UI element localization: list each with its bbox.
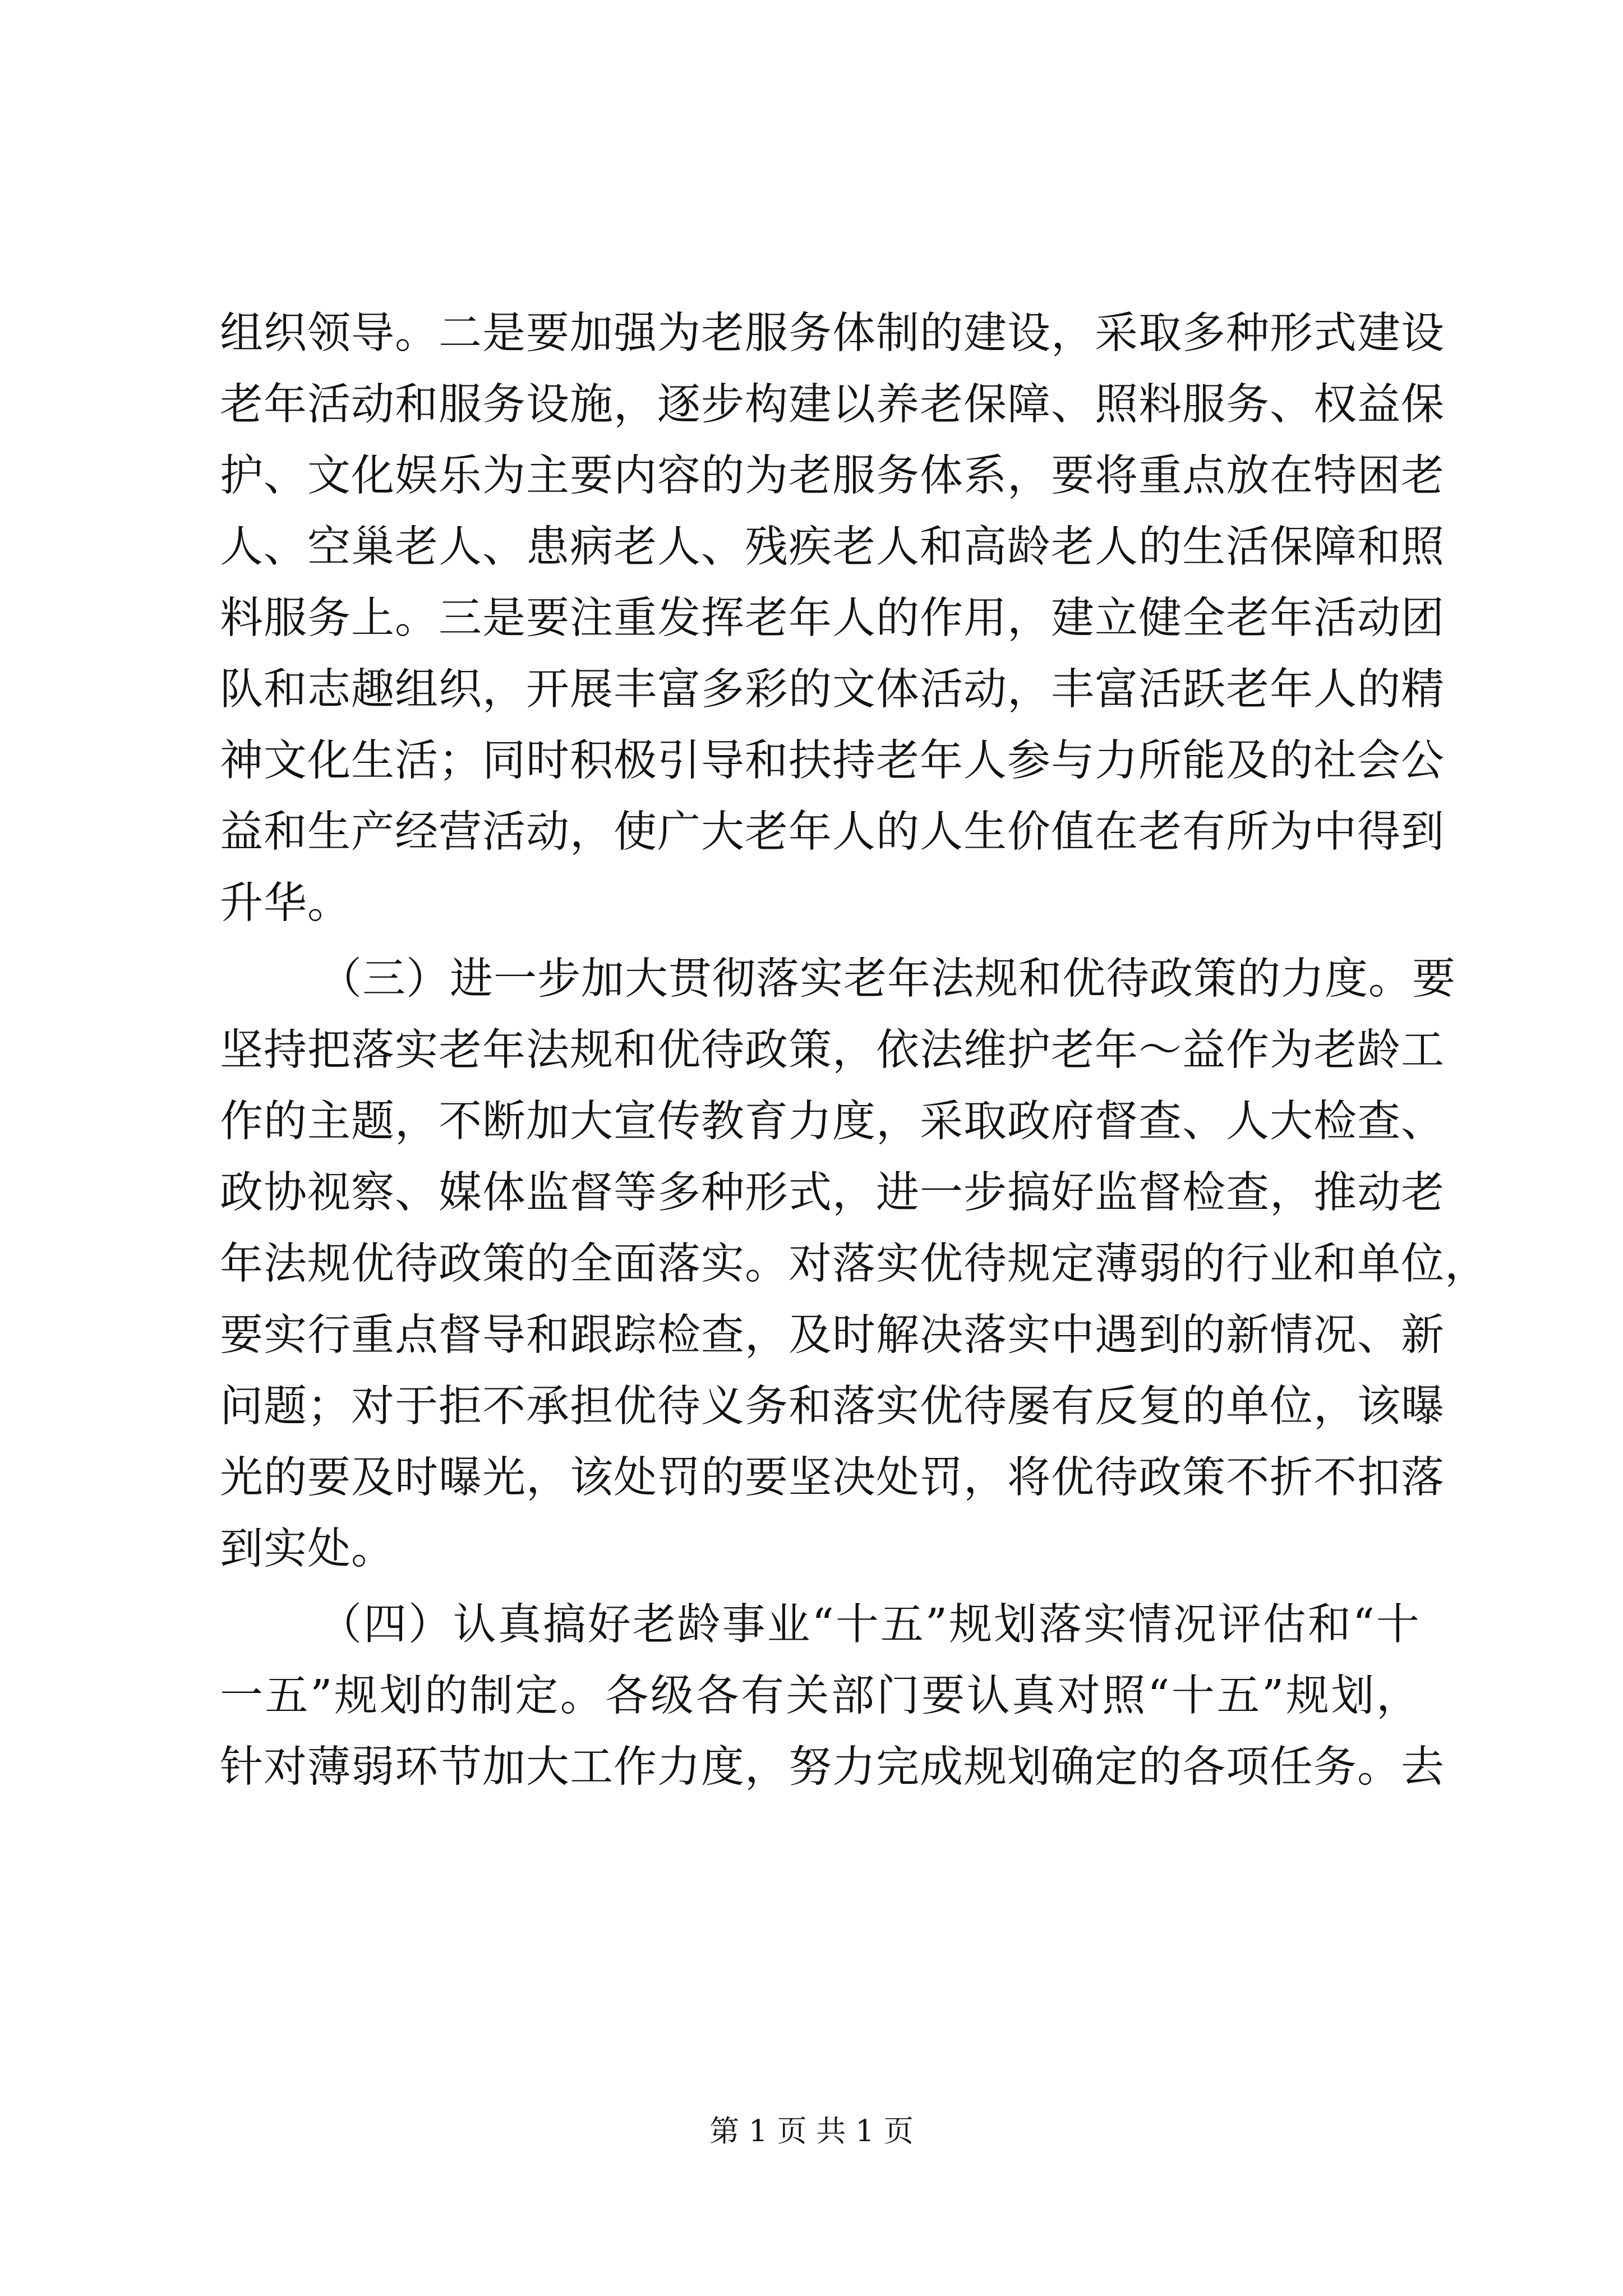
body-text-line: 料服务上。三是要注重发挥老年人的作用，建立健全老年活动团 [220,593,1445,643]
section-heading-line: （三）进一步加大贯彻落实老年法规和优待政策的力度。要 [319,954,1456,1004]
section-heading-line: （四）认真搞好老龄事业“十五”规划落实情况评估和“十 [319,1600,1420,1650]
body-text-line: 队和志趣组织，开展丰富多彩的文体活动，丰富活跃老年人的精 [220,665,1445,715]
body-text-line: 政协视察、媒体监督等多种形式，进一步搞好监督检查，推动老 [220,1168,1445,1218]
body-text-line: 护、文化娱乐为主要内容的为老服务体系，要将重点放在特困老 [220,451,1445,501]
body-text-line: 作的主题，不断加大宣传教育力度，采取政府督查、人大检查、 [220,1097,1445,1147]
body-text-line: 要实行重点督导和跟踪检查，及时解决落实中遇到的新情况、新 [220,1310,1445,1360]
body-text-line: 组织领导。二是要加强为老服务体制的建设，采取多种形式建设 [220,309,1445,358]
page-footer: 第 1 页 共 1 页 [709,2114,914,2148]
body-text-line: 光的要及时曝光，该处罚的要坚决处罚，将优待政策不折不扣落 [220,1453,1445,1503]
body-text-line: 到实处。 [220,1524,395,1574]
body-text-line: 老年活动和服务设施，逐步构建以养老保障、照料服务、权益保 [220,380,1445,430]
body-text-line: 坚持把落实老年法规和优待政策，依法维护老年～益作为老龄工 [220,1025,1445,1075]
body-text-line: 升华。 [220,878,351,928]
body-text-line: 问题；对于拒不承担优待义务和落实优待屡有反复的单位，该曝 [220,1382,1445,1432]
body-text-line: 益和生产经营活动，使广大老年人的人生价值在老有所为中得到 [220,807,1445,857]
body-text-line: 一五”规划的制定。各级各有关部门要认真对照“十五”规划， [220,1671,1420,1721]
body-text-line: 人、空巢老人、患病老人、残疾老人和高龄老人的生活保障和照 [220,522,1445,572]
body-text-line: 针对薄弱环节加大工作力度，努力完成规划确定的各项任务。去 [220,1742,1445,1792]
body-text-line: 年法规优待政策的全面落实。对落实优待规定薄弱的行业和单位， [220,1239,1488,1289]
body-text-line: 神文化生活；同时积极引导和扶持老年人参与力所能及的社会公 [220,736,1445,786]
